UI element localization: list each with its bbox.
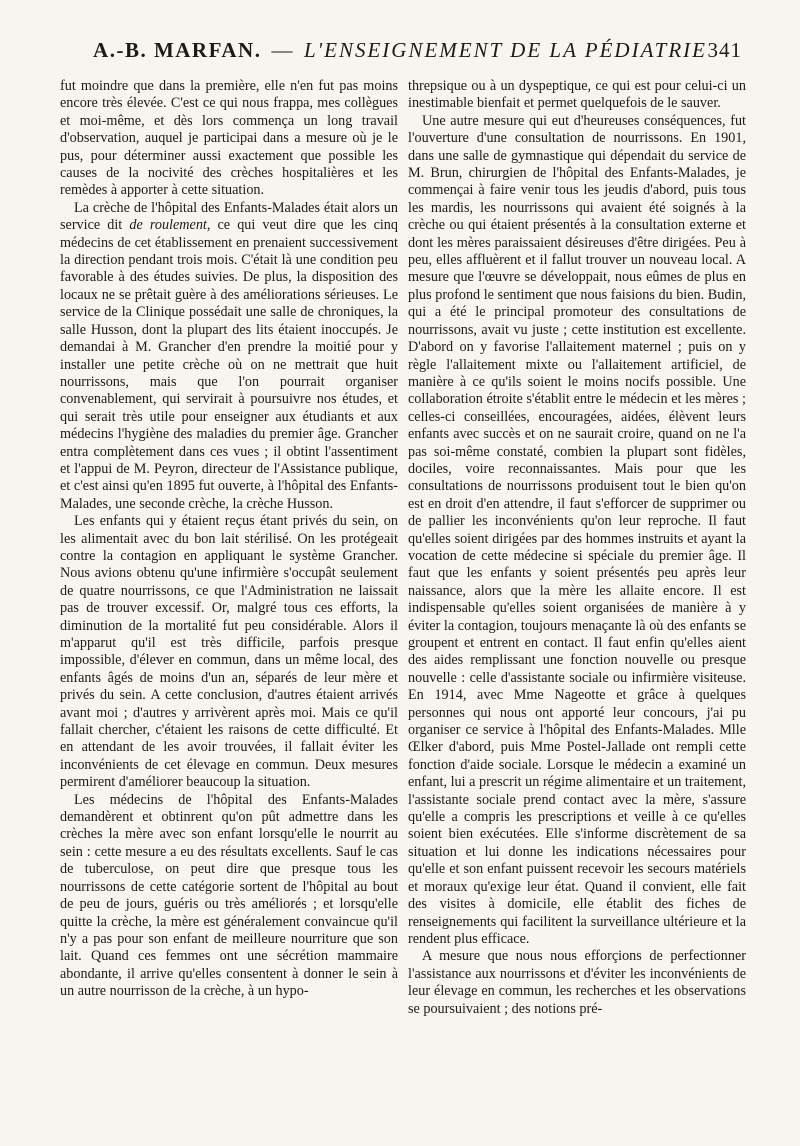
running-header [58,38,742,72]
left-paragraph-2-end: , ce qui veut dire que les cinq médecins de cet établissement en prenaient successivement la direction pendant trois mois. C'était là une condition peu favorable à des études suivies. De plus, la disposition des locaux ne se prêtait guère à des améliorations sérieuses. Le service de la Clinique possédait une salle de chroniques, la salle Husson, dont la plupart des lits étaient inoccupés. Je demandai à M. Grancher d'en prendre la moitié pour y installer une petite crèche où on ne mettrait que huit nourrissons, mais que l'on pourrait organiser convenablement, qui servirait à poursuivre nos études, et qui serait très utile pour enseigner aux étudiants et aux médecins l'hygiène des maladies du premier âge. Grancher entra complètement dans ces vues ; il obtint l'assentiment et l'appui de M. Peyron, directeur de l'Assistance publique, et c'est ainsi qu'en 1895 fut ouverte, à l'hôpital des Enfants-Malades, une seconde crèche, la crèche Husson. [60,217,398,512]
right-paragraph-3: A mesure que nous nous efforçions de perfectionner l'assistance aux nourrissons et d'éviter les inconvénients de leur élevage en commun, les recherches et les observations se poursuivaient ; des notions pré- [408,948,746,1017]
left-column [60,78,398,1001]
left-paragraph-2-emphasis: de roulement [129,217,207,234]
left-paragraph-2 [60,200,398,513]
page-number: 341 [707,38,742,62]
left-paragraph-4: Les médecins de l'hôpital des Enfants-Malades demandèrent et obtinrent qu'on pût admettre dans les crèches la mère avec son enfant lorsqu'elle le nourrit au sein : cette mesure a eu des résultats excellents. Sauf le cas de tuberculose, on peut dire que presque tous les nourrissons de cette catégorie sortent de l'hôpital au bout de peu de jours, guéris ou très améliorés ; et lorsqu'elle quitte la crèche, la mère est généralement convaincue qu'il n'y a pas pour son enfant de meilleure nourriture que son lait. Quand ces femmes ont une sécrétion mammaire abondante, il arrive qu'elles consentent à donner le sein à un autre nourrisson de la crèche, à un hypo- [60,791,398,1000]
header-dash: — [271,38,294,62]
left-paragraph-3: Les enfants qui y étaient reçus étant privés du sein, on les alimentait avec du bon lait stérilisé. On les protégeait contre la contagion en appliquant le système Grancher. Nous avions obtenu qu'une infirmière s'occupât seulement de quatre nourrissons, ce que l'Administration ne laissait pas de trouver excessif. Or, malgré tous ces efforts, la diminution de la mortalité fut peu considérable. Alors il m'apparut qu'il est très difficile, parfois presque impossible, d'élever en commun, dans un même local, des enfants âgés de moins d'un an, séparés de leur mère et privés du sein. A cette conclusion, d'autres étaient arrivés avant moi ; d'autres y arrivèrent après moi. Mais ce qu'il fallait chercher, c'étaient les raisons de cette difficulté. Et en attendant de les avoir trouvées, il fallait éviter les inconvénients de cet élevage en commun. Deux mesures permirent d'améliorer beaucoup la situation. [60,513,398,791]
right-column [408,78,746,1018]
header-author: A.-B. MARFAN. [93,38,262,62]
right-paragraph-1: threpsique ou à un dyspeptique, ce qui est pour celui-ci un inestimable bienfait et permet quelquefois de le sauver. [408,78,746,112]
left-paragraph-1: fut moindre que dans la première, elle n'en fut pas moins encore très élevée. C'est ce qui nous frappa, mes collègues et moi-même, et dès lors commença un long travail d'observation, auquel je participai dans a mesure où je le pus, pour déterminer aussi exactement que possible les causes de la nocivité des crèches hospitalières et les remèdes à apporter à cette situation. [60,78,398,199]
left-paragraph-2-start: La crèche de l'hôpital des Enfants-Malades était alors un service dit [60,199,398,234]
header-title: L'ENSEIGNEMENT DE LA PÉDIATRIE [303,38,707,62]
right-paragraph-2: Une autre mesure qui eut d'heureuses conséquences, fut l'ouverture d'une consultation de nourrissons. En 1901, dans une salle de gymnastique qui dépendait du service de M. Brun, chirurgien de l'hôpital des Enfants-Malades, je commençai à faire venir tous les jeudis d'abord, puis tous les mardis, les nourrissons qui avaient été soignés à la crèche ou qui étaient présentés à la consultation externe et dont les mères paraissaient désireuses d'être dirigées. Peu à peu, elles affluèrent et il fallut trouver un nouveau local. A mesure que l'œuvre se développait, nous eûmes de plus en plus profond le sentiment que nous faisions du bien. Budin, qui a été le principal promoteur des consultations de nourrissons, avait vu juste ; cette institution est excellente. D'abord on y favorise l'allaitement maternel ; puis on y règle l'allaitement mixte ou l'allaitement artificiel, de manière à ce qu'ils soient le moins nocifs possible. Une collaboration étroite s'établit entre le médecin et les mères ; celles-ci conseillées, encouragées, aidées, élèvent leurs enfants avec succès et on ne saurait croire, quand on ne l'a pas soi-même constaté, combien la plupart sont fidèles, dociles, voire reconnaissantes. Mais pour que les consultations de nourrissons produisent tout le bien qu'on est en droit d'en attendre, il faut s'efforcer de supprimer ou de pallier les inconvénients qu'on leur reproche. Il faut qu'elles soient dirigées par des hommes instruits et ayant la vocation de cette médecine si spéciale du premier âge. Il faut que les enfants y soient présentés peu après leur naissance, alors que la mère les allaite encore. Il est indispensable qu'elles soient organisées de manière à y éviter la contagion, toujours menaçante là où des enfants se groupent et entrent en contact. Il faut enfin qu'elles aient des aides remplissant une fonction nouvelle ou presque nouvelle : celle d'assistante sociale ou infirmière visiteuse. En 1914, avec Mme Nageotte et grâce à quelques personnes qui nous ont apporté leur concours, j'ai pu organiser ce service à l'hôpital des Enfants-Malades. Mlle Œlker d'abord, puis Mme Postel-Jallade ont rempli cette fonction d'aide sociale. Lorsque le médecin a examiné un enfant, lui a prescrit un régime alimentaire et un traitement, l'assistante sociale prend contact avec la mère, s'assure qu'elle a compris les prescriptions et veille à ce qu'elles soient bien exécutées. Elle s'informe discrètement de sa situation et lui donne les indications nécessaires pour qu'elle et son enfant puissent recevoir les secours matériels et moraux qu'exige leur état. Quand il convient, elle fait des visites à domicile, elle établit des fiches de renseignements qui facilitent la surveillance ultérieure et la rendent plus efficace. [408,112,746,947]
